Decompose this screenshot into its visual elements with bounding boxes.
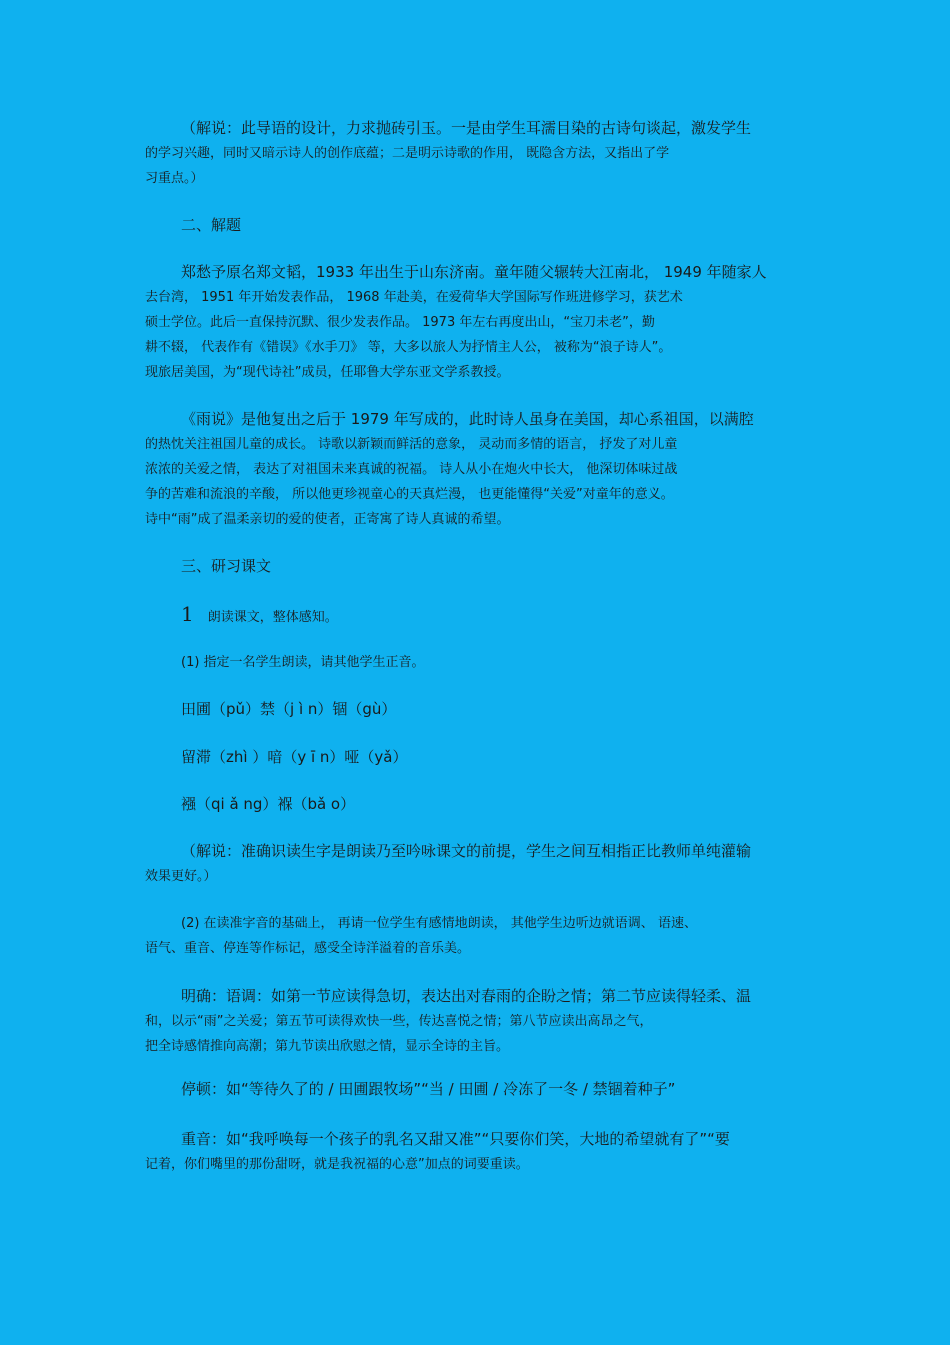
step-1-line (145, 602, 805, 627)
section-1-heading (145, 213, 805, 238)
poem-intro-line: 的热忱关注祖国儿童的成长。 诗歌以新颖而鲜活的意象， 灵动而多情的语言， 抒发了对儿童 (145, 437, 678, 452)
stress-line: 重音：如“我呼唤每一个孩子的乳名又甜又准”“只要你们笑，大地的希望就有了”“要 (181, 1130, 730, 1148)
author-bio-line: 郑愁予原名郑文韬，1933 年出生于山东济南。童年随父辗转大江南北， 1949 年随家人 (181, 263, 767, 281)
clarify-line: 把全诗感情推向高潮；第九节读出欣慰之情，显示全诗的主旨。 (145, 1039, 510, 1054)
step-1-2 (145, 911, 805, 961)
note-2-line: （解说：准确识读生字是朗读乃至吟咏课文的前提，学生之间互相指正比教师单纯灌输 (181, 842, 752, 860)
step-1-1 (145, 650, 805, 675)
poem-intro-line: 争的苦难和流浪的辛酸， 所以他更珍视童心的天真烂漫， 也更能懂得“关爱”对童年的意义。 (145, 487, 674, 502)
intro-note-line: 的学习兴趣，同时又暗示诗人的创作底蕴；二是明示诗歌的作用， 既隐含方法，又指出了学 (145, 146, 670, 161)
stress (145, 1127, 805, 1177)
clarify-line: 明确：语调：如第一节应读得急切，表达出对春雨的企盼之情；第二节应读得轻柔、温 (181, 987, 752, 1005)
note-2-line: 效果更好。） (145, 869, 217, 884)
author-bio-line: 去台湾， 1951 年开始发表作品， 1968 年赴美，在爱荷华大学国际写作班进修学习，获艺术 (145, 290, 683, 305)
poem-intro-line: 浓浓的关爱之情， 表达了对祖国未来真诚的祝福。 诗人从小在炮火中长大， 他深切体味过战 (145, 462, 678, 477)
step-1-1-line: (1) 指定一名学生朗读，请其他学生正音。 (181, 655, 425, 670)
stress-line: 记着，你们嘴里的那份甜呀，就是我祝福的心意”加点的词要重读。 (145, 1157, 529, 1172)
author-bio (145, 260, 805, 385)
pause (145, 1077, 805, 1102)
step-1-2-line: 语气、重音、停连等作标记，感受全诗洋溢着的音乐美。 (145, 941, 471, 956)
pinyin-line-3 (145, 792, 805, 817)
clarify-line: 和，以示“雨”之关爱；第五节可读得欢快一些，传达喜悦之情；第八节应读出高昂之气， (145, 1014, 653, 1029)
poem-intro-line: 诗中“雨”成了温柔亲切的爱的使者，正寄寓了诗人真诚的希望。 (145, 512, 510, 527)
pinyin-line-1 (145, 697, 805, 722)
section-2-heading (145, 554, 805, 579)
pause-line: 停顿：如“等待久了的 / 田圃跟牧场”“当 / 田圃 / 冷冻了一冬 / 禁锢着种子” (181, 1080, 676, 1098)
author-bio-line: 硕士学位。此后一直保持沉默、很少发表作品。 1973 年左右再度出山，“宝刀未老”，勤 (145, 315, 655, 330)
pinyin-line: 田圃（pǔ）禁（j ì n）锢（gù） (181, 700, 397, 718)
pinyin-line-2 (145, 745, 805, 770)
step-1-text: 朗读课文，整体感知。 (207, 610, 338, 625)
section-1-title: 二、解题 (181, 216, 242, 234)
step-1 (145, 602, 805, 627)
note-2 (145, 839, 805, 889)
intro-note-line: 习重点。） (145, 171, 204, 186)
intro-note (145, 116, 805, 191)
author-bio-line: 现旅居美国，为“现代诗社”成员，任耶鲁大学东亚文学系教授。 (145, 365, 510, 380)
pinyin-line: 留滞（zhì ）喑（y ī n）哑（yǎ） (181, 748, 408, 766)
section-2-title: 三、研习课文 (181, 557, 272, 575)
poem-intro-line: 《雨说》是他复出之后于 1979 年写成的，此时诗人虽身在美国，却心系祖国，以满腔 (181, 410, 754, 428)
poem-intro (145, 407, 805, 532)
intro-note-line: （解说：此导语的设计，力求抛砖引玉。一是由学生耳濡目染的古诗句谈起，激发学生 (181, 119, 752, 137)
clarify (145, 984, 805, 1059)
step-1-number: 1 (181, 602, 194, 626)
step-1-2-line: (2) 在读准字音的基础上， 再请一位学生有感情地朗读， 其他学生边听边就语调、 语速、 (181, 916, 697, 931)
author-bio-line: 耕不辍， 代表作有《错误》《水手刀》 等，大多以旅人为抒情主人公， 被称为“浪子诗人”。 (145, 340, 672, 355)
pinyin-line: 襁（qi ǎ ng）褓（bǎ o） (181, 795, 356, 813)
